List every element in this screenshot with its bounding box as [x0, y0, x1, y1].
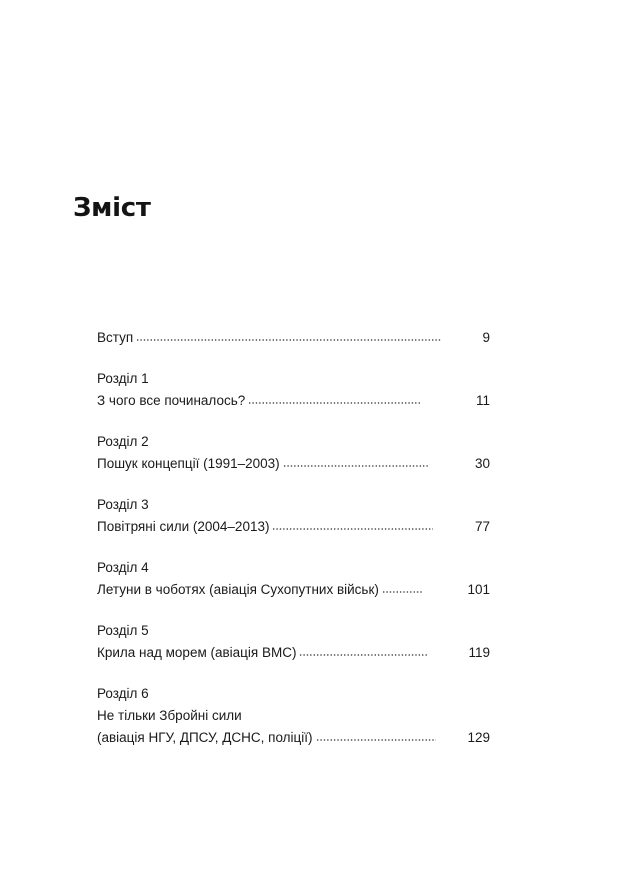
toc-line	[97, 705, 490, 727]
chapter-label: Розділ 6	[97, 686, 149, 701]
dot-leader	[299, 652, 427, 658]
dot-leader	[136, 337, 442, 343]
toc-page-number: 129	[467, 730, 490, 745]
dot-leader	[283, 463, 429, 469]
toc-entry-title: Крила над морем (авіація ВМС)	[97, 645, 297, 660]
chapter-label: Розділ 4	[97, 560, 149, 575]
toc-entry-title: Вступ	[97, 330, 134, 345]
toc-entry-chapter-3	[97, 494, 490, 538]
toc-entry-title: (авіація НГУ, ДПСУ, ДСНС, поліції)	[97, 730, 313, 745]
toc-line[interactable]	[97, 579, 490, 601]
dot-leader	[248, 400, 421, 406]
toc-page-number: 77	[474, 519, 490, 534]
dot-leader	[272, 526, 433, 532]
toc-page-number: 119	[468, 645, 490, 660]
toc-line[interactable]	[97, 516, 490, 538]
toc-page-number: 9	[482, 330, 490, 345]
toc-entry-title: Не тільки Збройні сили	[97, 708, 242, 723]
chapter-label: Розділ 1	[97, 371, 149, 386]
dot-leader	[382, 589, 422, 595]
toc-entry-chapter-4	[97, 557, 490, 601]
toc-entry-chapter-1	[97, 368, 490, 412]
toc-entry-intro	[97, 327, 490, 349]
toc-entry-chapter-5	[97, 620, 490, 664]
toc-entry-title: Повітряні сили (2004–2013)	[97, 519, 270, 534]
toc-entry-title: Пошук концепції (1991–2003)	[97, 456, 280, 471]
dot-leader	[316, 737, 436, 743]
toc-line[interactable]	[97, 390, 490, 412]
table-of-contents	[97, 327, 490, 768]
toc-entry-chapter-6	[97, 683, 490, 749]
toc-line[interactable]	[97, 642, 490, 664]
chapter-label: Розділ 3	[97, 497, 149, 512]
page-title: Зміст	[73, 193, 151, 223]
toc-line[interactable]	[97, 453, 490, 475]
toc-line[interactable]	[97, 727, 490, 749]
chapter-label: Розділ 5	[97, 623, 149, 638]
chapter-label: Розділ 2	[97, 434, 149, 449]
toc-page-number: 11	[475, 393, 490, 408]
toc-line[interactable]	[97, 327, 490, 349]
toc-page-number: 30	[474, 456, 490, 471]
toc-entry-title: Летуни в чоботях (авіація Сухопутних військ)	[97, 582, 379, 597]
toc-entry-title: З чого все починалось?	[97, 393, 246, 408]
toc-page-number: 101	[467, 582, 490, 597]
toc-entry-chapter-2	[97, 431, 490, 475]
